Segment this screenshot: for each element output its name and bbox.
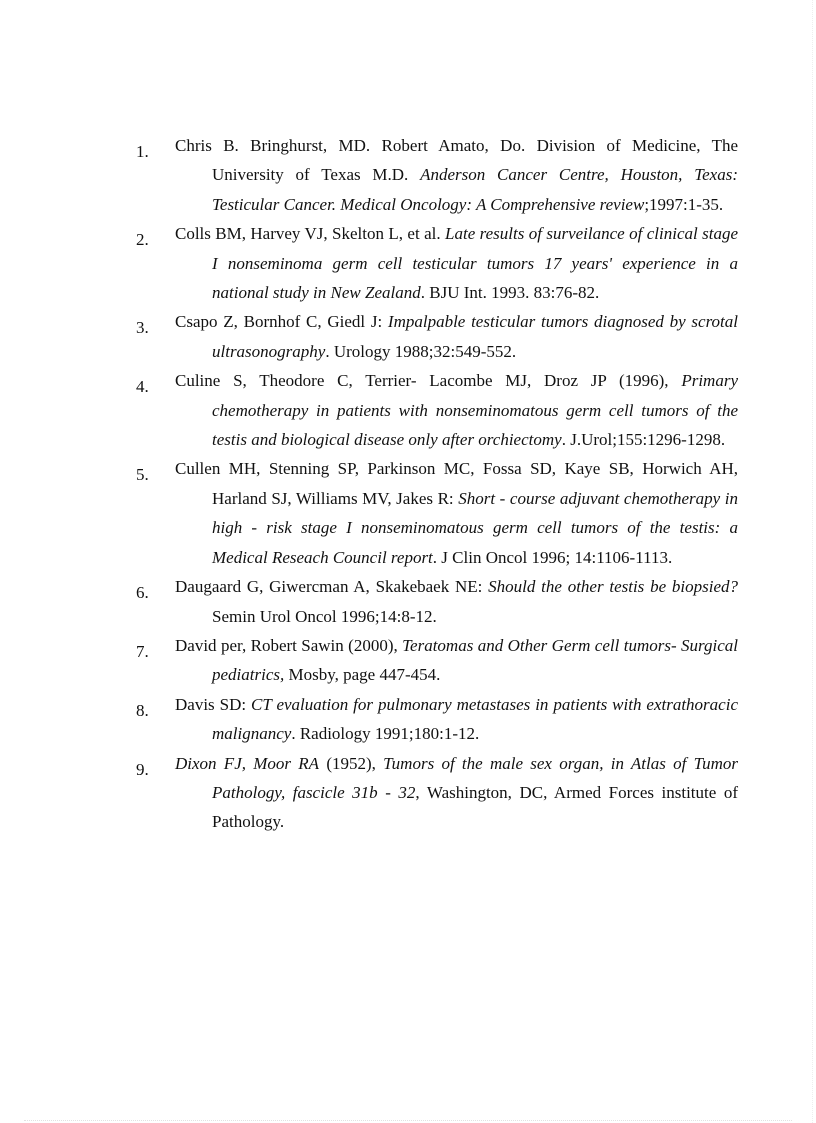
reference-number: 2. [136, 230, 149, 250]
reference-authors: Cullen MH, Stenning SP, Parkinson MC, Fossa SD, Kaye SB, Horwich AH, Harland SJ, Williams MV, Jakes R: [175, 459, 738, 508]
reference-item [136, 690, 738, 749]
reference-source: , Washington, DC, Armed Forces institute of Pathology. [212, 782, 738, 832]
reference-item [136, 366, 738, 454]
reference-title: Teratomas and Other Germ cell tumors- Surgical pediatrics, [212, 635, 738, 685]
reference-source: Semin Urol Oncol 1996;14:8-12. [212, 606, 437, 626]
reference-title: Impalpable testicular tumors diagnosed by scrotal ultrasonography [212, 312, 738, 361]
reference-source: . BJU Int. 1993. 83:76-82. [420, 283, 600, 303]
reference-title: Tumors of the male sex organ, in Atlas of Tumor Pathology, fascicle 31b - 32 [212, 753, 738, 802]
reference-text [175, 131, 738, 219]
reference-text [175, 454, 738, 572]
reference-item [136, 307, 738, 366]
reference-number: 1. [136, 142, 149, 161]
reference-authors: Dixon FJ, Moor RA [175, 753, 320, 773]
reference-authors: Csapo Z, Bornhof C, Giedl J: [175, 312, 388, 332]
reference-number: 8. [136, 700, 149, 720]
reference-title: Primary chemotherapy in patients with nonseminomatous germ cell tumors of the testis and biological disease only after orchiectomy [212, 371, 738, 450]
reference-source: . Urology 1988;32:549-552. [325, 341, 517, 361]
reference-source: . Radiology 1991;180:1-12. [291, 724, 480, 744]
reference-authors: Daugaard G, Giwercman A, Skakebaek NE: [175, 577, 489, 597]
reference-title: Short - course adjuvant chemotherapy in high - risk stage I nonseminomatous germ cell tumors of the testis: a Medical Reseach Council report [212, 488, 738, 567]
page-bottom-dotted-border [24, 1120, 792, 1121]
reference-text [175, 307, 738, 366]
reference-authors: Culine S, Theodore C, Terrier- Lacombe MJ, Droz JP (1996), [175, 371, 682, 391]
reference-text [175, 219, 738, 307]
reference-text [175, 631, 738, 690]
reference-authors: Colls BM, Harvey VJ, Skelton L, et al. [175, 224, 446, 244]
reference-authors: Davis SD: [175, 694, 252, 714]
reference-number: 6. [136, 583, 149, 603]
reference-title: Should the other testis be biopsied? [488, 577, 738, 597]
reference-number: 3. [136, 318, 149, 338]
reference-authors: David per, Robert Sawin (2000), [175, 635, 403, 655]
reference-year: (1952), [319, 753, 384, 773]
reference-text [175, 572, 738, 631]
reference-text [175, 366, 738, 454]
reference-item [136, 749, 738, 837]
page-right-dotted-border [812, 0, 813, 1123]
reference-item [136, 131, 738, 219]
reference-number: 4. [136, 377, 149, 397]
reference-source: . J.Urol;155:1296-1298. [561, 430, 726, 450]
reference-number: 9. [136, 759, 149, 779]
reference-item [136, 572, 738, 631]
reference-number: 5. [136, 465, 149, 485]
reference-text [175, 690, 738, 749]
reference-number: 7. [136, 641, 149, 661]
reference-title: Late results of surveilance of clinical stage I nonseminoma germ cell testicular tumors 17 years' experience in a national study in New Zealand [212, 224, 738, 303]
reference-text [175, 749, 738, 837]
reference-source: . J Clin Oncol 1996; 14:1106-1113. [432, 547, 673, 567]
reference-title: Anderson Cancer Centre, Houston, Texas: Testicular Cancer. Medical Oncology: A Comprehensive review [212, 165, 738, 214]
reference-source: ;1997:1-35. [644, 194, 724, 214]
reference-item [136, 631, 738, 690]
reference-item [136, 219, 738, 307]
reference-authors: Chris B. Bringhurst, MD. Robert Amato, Do. Division of Medicine, The University of Texas M.D. [175, 136, 738, 185]
reference-title: CT evaluation for pulmonary metastases in patients with extrathoracic malignancy [212, 694, 738, 744]
reference-list [136, 131, 738, 837]
reference-item [136, 454, 738, 572]
reference-source: Mosby, page 447-454. [284, 665, 441, 685]
